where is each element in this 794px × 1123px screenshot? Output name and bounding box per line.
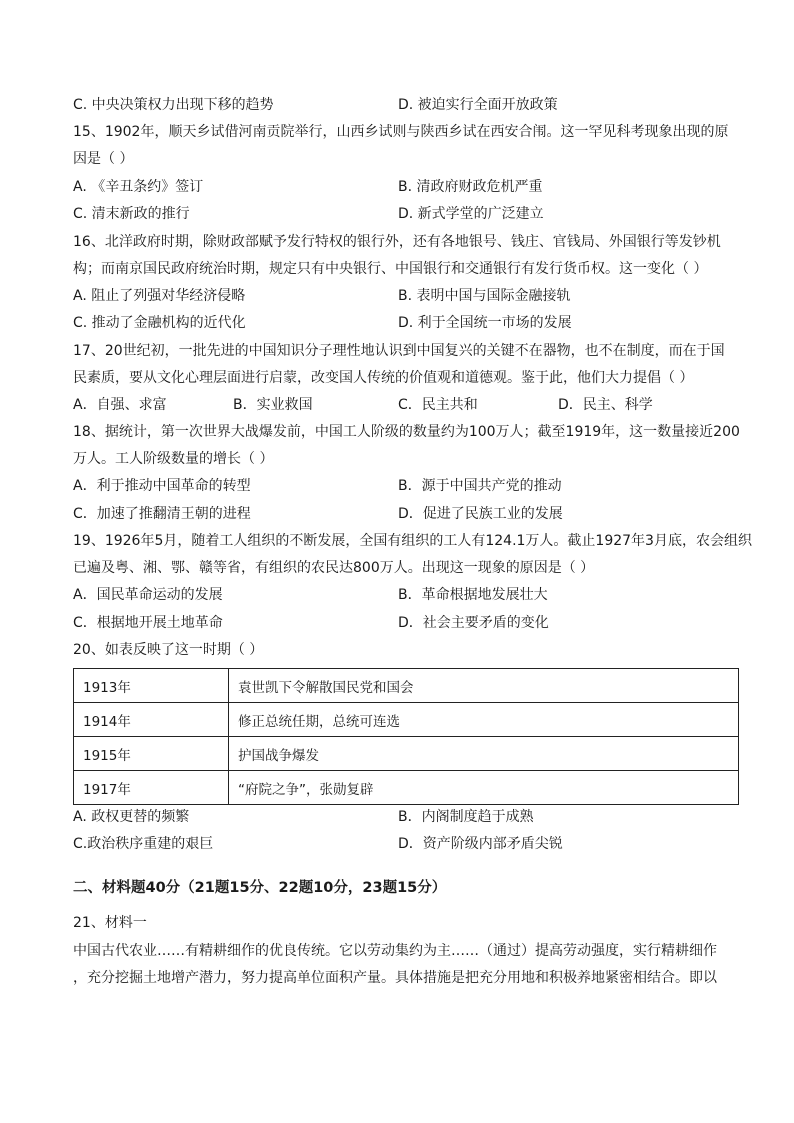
- q20-option-a: A. 政权更替的频繁: [73, 809, 190, 825]
- q16-option-d: D. 利于全国统一市场的发展: [398, 315, 572, 331]
- q19-option-a: A．国民革命运动的发展: [73, 587, 223, 603]
- q19-option-d: D．社会主要矛盾的变化: [398, 615, 549, 631]
- table-cell-year: 1913年: [74, 669, 229, 703]
- table-cell-year: 1917年: [74, 771, 229, 805]
- q21-material-line1: 中国古代农业……有精耕细作的优良传统。它以劳动集约为主……（通过）提高劳动强度，实行精耕细作: [73, 943, 717, 959]
- q15-option-b: B. 清政府财政危机严重: [398, 179, 543, 195]
- table-cell-year: 1915年: [74, 737, 229, 771]
- q18-option-d: D．促进了民族工业的发展: [398, 506, 563, 522]
- table-cell-event: “府院之争”，张勋复辟: [229, 771, 739, 805]
- q16-option-b: B. 表明中国与国际金融接轨: [398, 288, 571, 304]
- q20-stem: 20、如表反映了这一时期（ ）: [73, 642, 264, 658]
- table-row: [74, 703, 739, 737]
- q18-stem-line1: 18、据统计，第一次世界大战爆发前，中国工人阶级的数量约为100万人；截至1919年，这一数量接近200: [73, 424, 740, 440]
- q17-stem-line1: 17、20世纪初，一批先进的中国知识分子理性地认识到中国复兴的关键不在器物，也不在制度，而在于国: [73, 343, 725, 359]
- q17-stem-line2: 民素质，要从文化心理层面进行启蒙，改变国人传统的价值观和道德观。鉴于此，他们大力提倡（ ）: [73, 370, 694, 386]
- q15-stem-line1: 15、1902年，顺天乡试借河南贡院举行，山西乡试则与陕西乡试在西安合闱。这一罕见科考现象出现的原: [73, 124, 729, 140]
- q20-option-c: C.政治秩序重建的艰巨: [73, 836, 214, 852]
- q16-stem-line2: 构；而南京国民政府统治时期，规定只有中央银行、中国银行和交通银行有发行货币权。这一变化（ ）: [73, 261, 708, 277]
- q17-option-d: D．民主、科学: [558, 397, 653, 413]
- q17-option-a: A．自强、求富: [73, 397, 167, 413]
- q21-material-line2: ，充分挖掘土地增产潜力，努力提高单位面积产量。具体措施是把充分用地和积极养地紧密相结合。即以: [73, 970, 717, 986]
- table-row: [74, 737, 739, 771]
- q20-option-b: B．内阁制度趋于成熟: [398, 809, 534, 825]
- q18-stem-line2: 万人。工人阶级数量的增长（ ）: [73, 451, 274, 467]
- q16-stem-line1: 16、北洋政府时期，除财政部赋予发行特权的银行外，还有各地银号、钱庄、官钱局、外国银行等发钞机: [73, 234, 721, 250]
- q20-option-d: D．资产阶级内部矛盾尖锐: [398, 836, 563, 852]
- q17-option-c: C．民主共和: [398, 397, 478, 413]
- section-heading: 二、材料题40分（21题15分、22题10分，23题15分）: [73, 880, 447, 896]
- q15-stem-line2: 因是（ ）: [73, 151, 134, 167]
- table-cell-event: 袁世凯下令解散国民党和国会: [229, 669, 739, 703]
- table-cell-event: 修正总统任期，总统可连选: [229, 703, 739, 737]
- q18-option-a: A．利于推动中国革命的转型: [73, 478, 251, 494]
- events-table: [73, 668, 739, 805]
- q19-option-c: C．根据地开展土地革命: [73, 615, 223, 631]
- q19-stem-line1: 19、1926年5月，随着工人组织的不断发展，全国有组织的工人有124.1万人。截止1927年3月底，农会组织: [73, 533, 752, 549]
- table-row: [74, 771, 739, 805]
- q19-stem-line2: 已遍及粤、湘、鄂、赣等省，有组织的农民达800万人。出现这一现象的原因是（ ）: [73, 560, 595, 576]
- q14-option-d: D. 被迫实行全面开放政策: [398, 97, 558, 113]
- q16-option-c: C. 推动了金融机构的近代化: [73, 315, 246, 331]
- q17-option-b: B．实业救国: [233, 397, 313, 413]
- q15-option-a: A. 《辛丑条约》签订: [73, 179, 204, 195]
- q15-option-d: D. 新式学堂的广泛建立: [398, 206, 544, 222]
- q19-option-b: B．革命根据地发展壮大: [398, 587, 548, 603]
- q14-option-c: C. 中央决策权力出现下移的趋势: [73, 97, 274, 113]
- q18-option-b: B．源于中国共产党的推动: [398, 478, 562, 494]
- table-row: [74, 669, 739, 703]
- table-cell-event: 护国战争爆发: [229, 737, 739, 771]
- q18-option-c: C．加速了推翻清王朝的进程: [73, 506, 251, 522]
- q21-title: 21、材料一: [73, 915, 147, 931]
- q16-option-a: A. 阻止了列强对华经济侵略: [73, 288, 246, 304]
- table-cell-year: 1914年: [74, 703, 229, 737]
- q15-option-c: C. 清末新政的推行: [73, 206, 190, 222]
